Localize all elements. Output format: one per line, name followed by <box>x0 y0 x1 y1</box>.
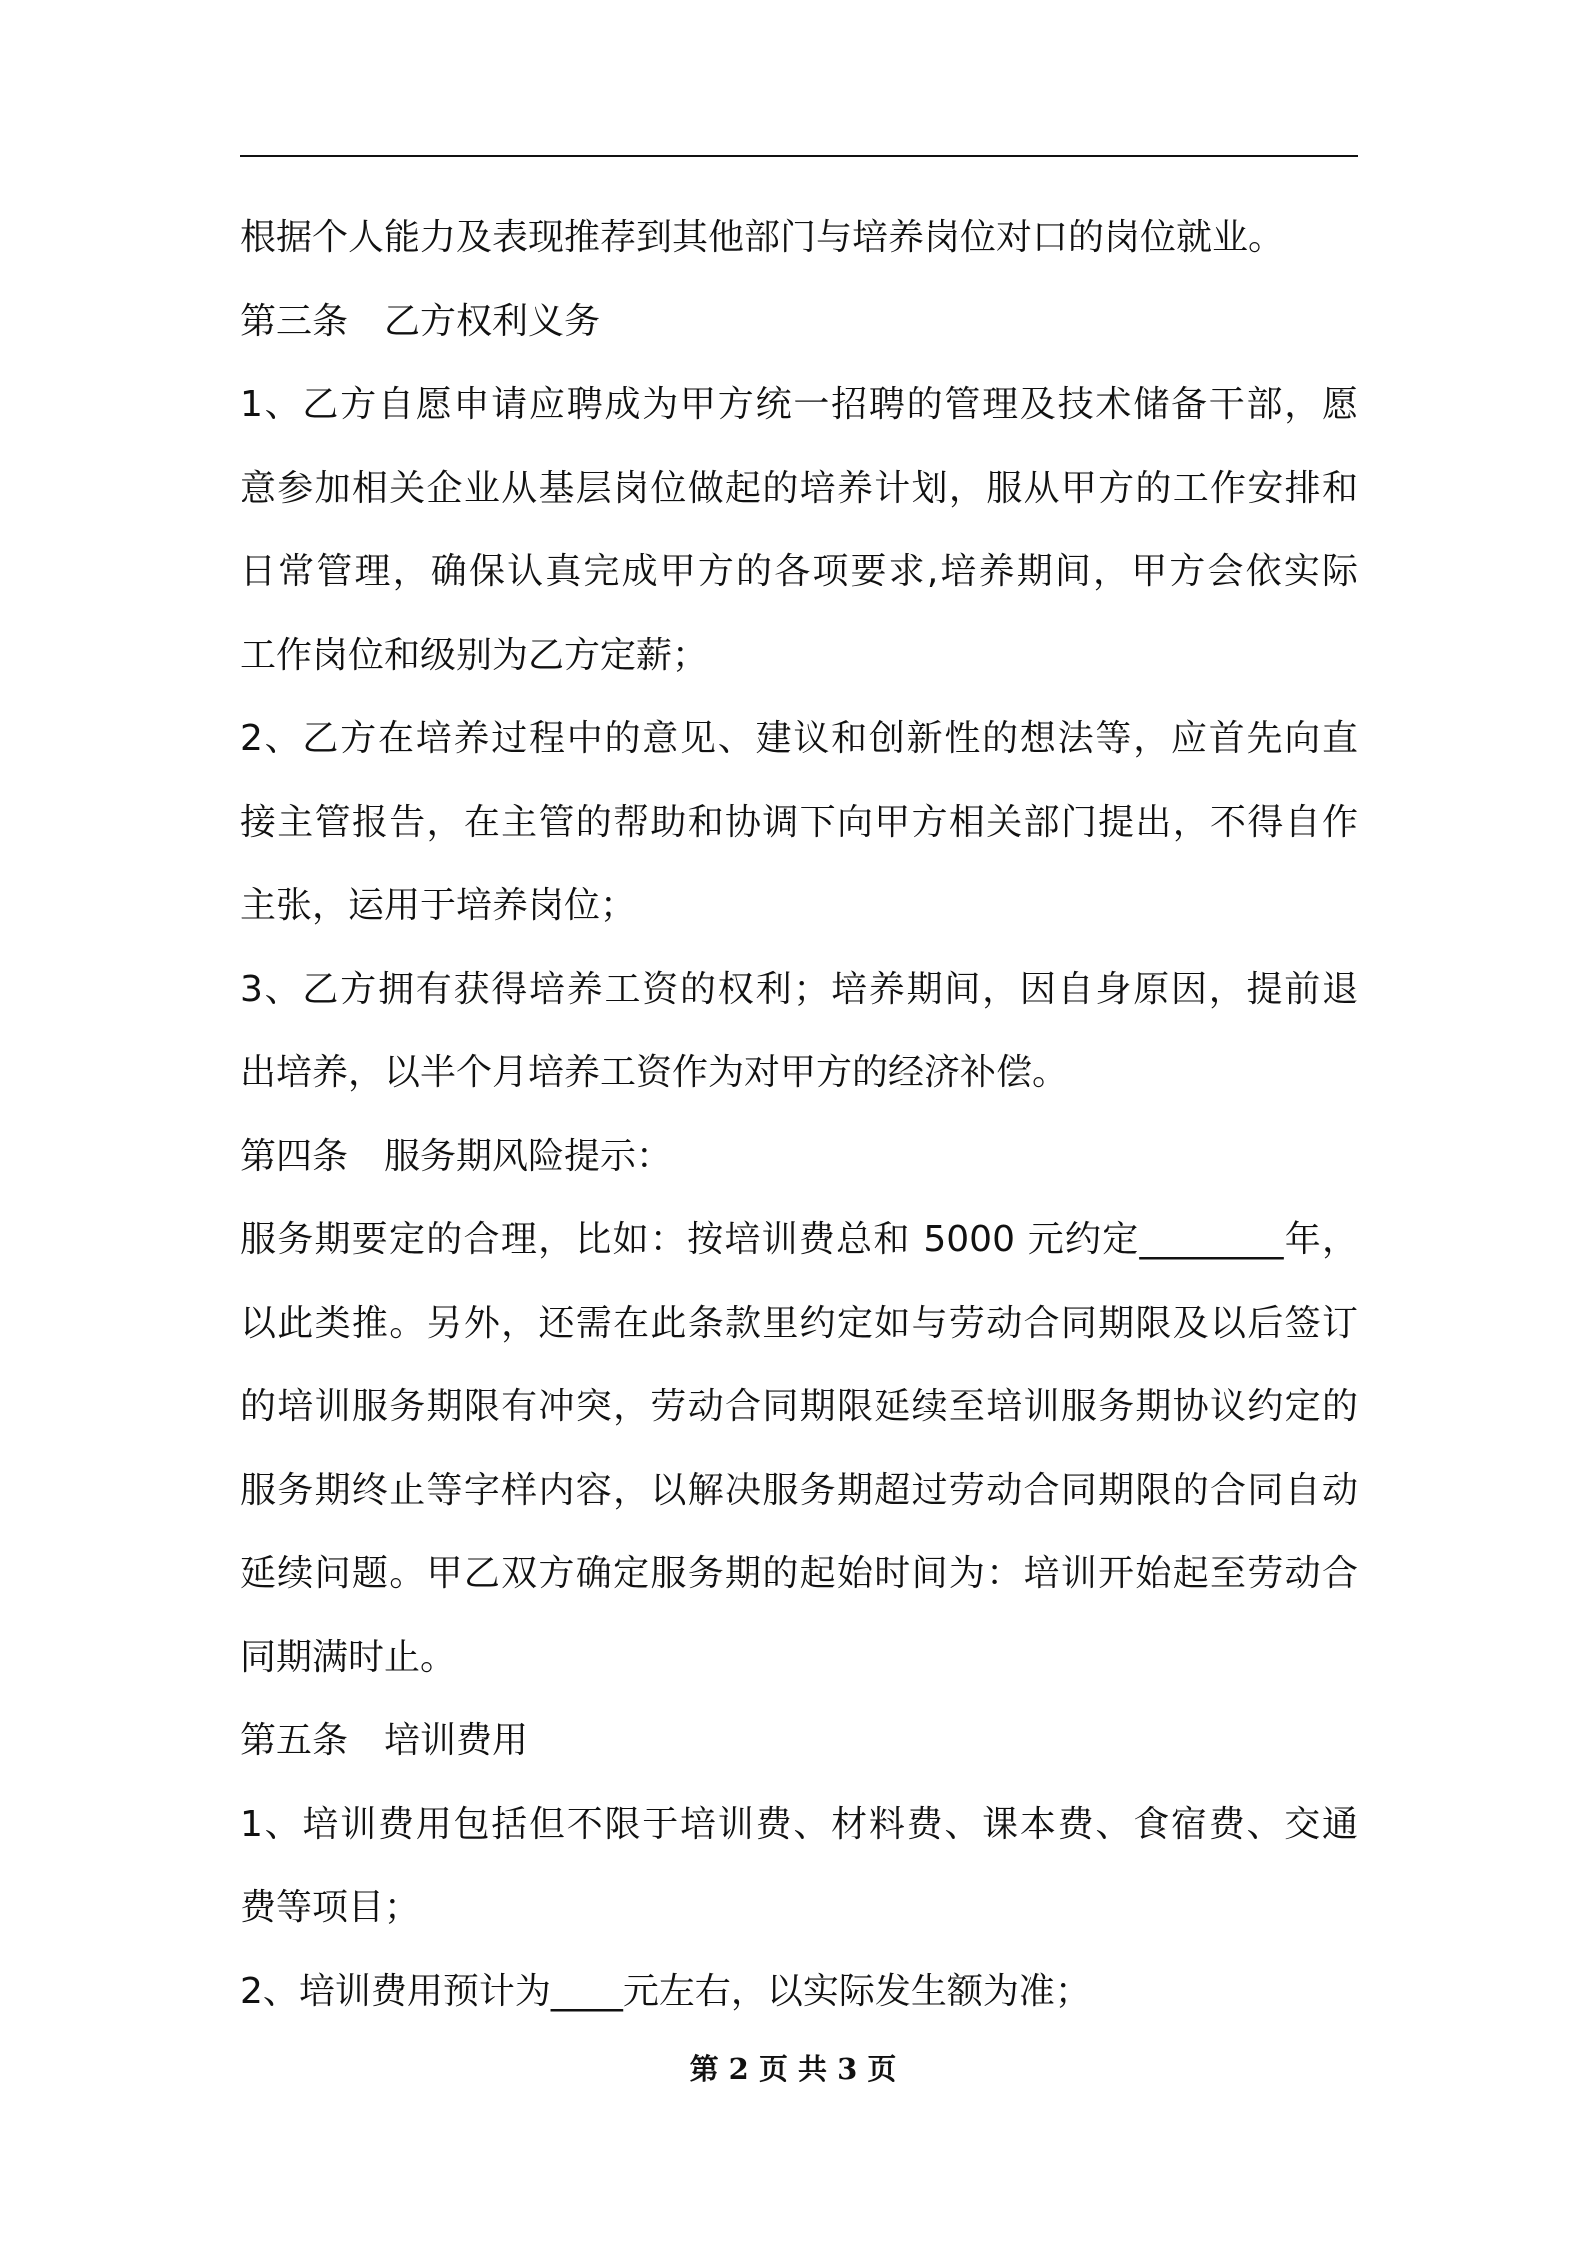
paragraph-line: 2、乙方在培养过程中的意见、建议和创新性的想法等，应首先向直 <box>240 718 1358 759</box>
paragraph-line: 1、乙方自愿申请应聘成为甲方统一招聘的管理及技术储备干部，愿 <box>240 384 1358 425</box>
paragraph-line: 3、乙方拥有获得培养工资的权利；培养期间，因自身原因，提前退 <box>240 968 1358 1010</box>
paragraph-line: 意参加相关企业从基层岗位做起的培养计划，服从甲方的工作安排和 <box>240 467 1358 509</box>
paragraph-line: 的培训服务期限有冲突，劳动合同期限延续至培训服务期协议约定的 <box>240 1386 1358 1427</box>
article-heading-4 <box>240 1115 1358 1199</box>
article-title: 培训费用 <box>384 1720 529 1761</box>
paragraph-line: 根据个人能力及表现推荐到其他部门与培养岗位对口的岗位就业。 <box>240 217 1285 258</box>
paragraph-line: 接主管报告，在主管的帮助和协调下向甲方相关部门提出，不得自作 <box>240 801 1358 843</box>
article-number: 第三条 <box>240 300 349 342</box>
article-heading-3 <box>240 280 1358 364</box>
article-title: 乙方权利义务 <box>384 300 601 342</box>
paragraph-line: 出培养，以半个月培养工资作为对甲方的经济补偿。 <box>240 1052 1069 1093</box>
paragraph-line: 主张，运用于培养岗位； <box>240 885 637 926</box>
paragraph-line: 费等项目； <box>240 1887 421 1928</box>
paragraph-line: 服务期要定的合理，比如：按培训费总和 5000 元约定________年， <box>240 1219 1358 1260</box>
header-rule <box>240 155 1358 157</box>
document-body <box>240 196 1358 2033</box>
paragraph-line: 服务期终止等字样内容，以解决服务期超过劳动合同期限的合同自动 <box>240 1469 1358 1511</box>
paragraph-line: 2、培训费用预计为____元左右，以实际发生额为准； <box>240 1970 1091 2012</box>
article-number: 第四条 <box>240 1135 349 1177</box>
paragraph-line: 同期满时止。 <box>240 1636 457 1678</box>
article-heading-5 <box>240 1699 1358 1783</box>
article-number: 第五条 <box>240 1720 349 1761</box>
paragraph-line: 延续问题。甲乙双方确定服务期的起始时间为：培训开始起至劳动合 <box>240 1553 1358 1594</box>
paragraph-line: 以此类推。另外，还需在此条款里约定如与劳动合同期限及以后签订 <box>240 1302 1358 1344</box>
page-number-footer: 第 2 页 共 3 页 <box>689 2052 897 2086</box>
paragraph-line: 日常管理，确保认真完成甲方的各项要求,培养期间，甲方会依实际 <box>240 551 1358 592</box>
article-title: 服务期风险提示： <box>384 1135 673 1177</box>
paragraph-line: 工作岗位和级别为乙方定薪； <box>240 634 709 676</box>
paragraph-line: 1、培训费用包括但不限于培训费、材料费、课本费、食宿费、交通 <box>240 1803 1358 1845</box>
